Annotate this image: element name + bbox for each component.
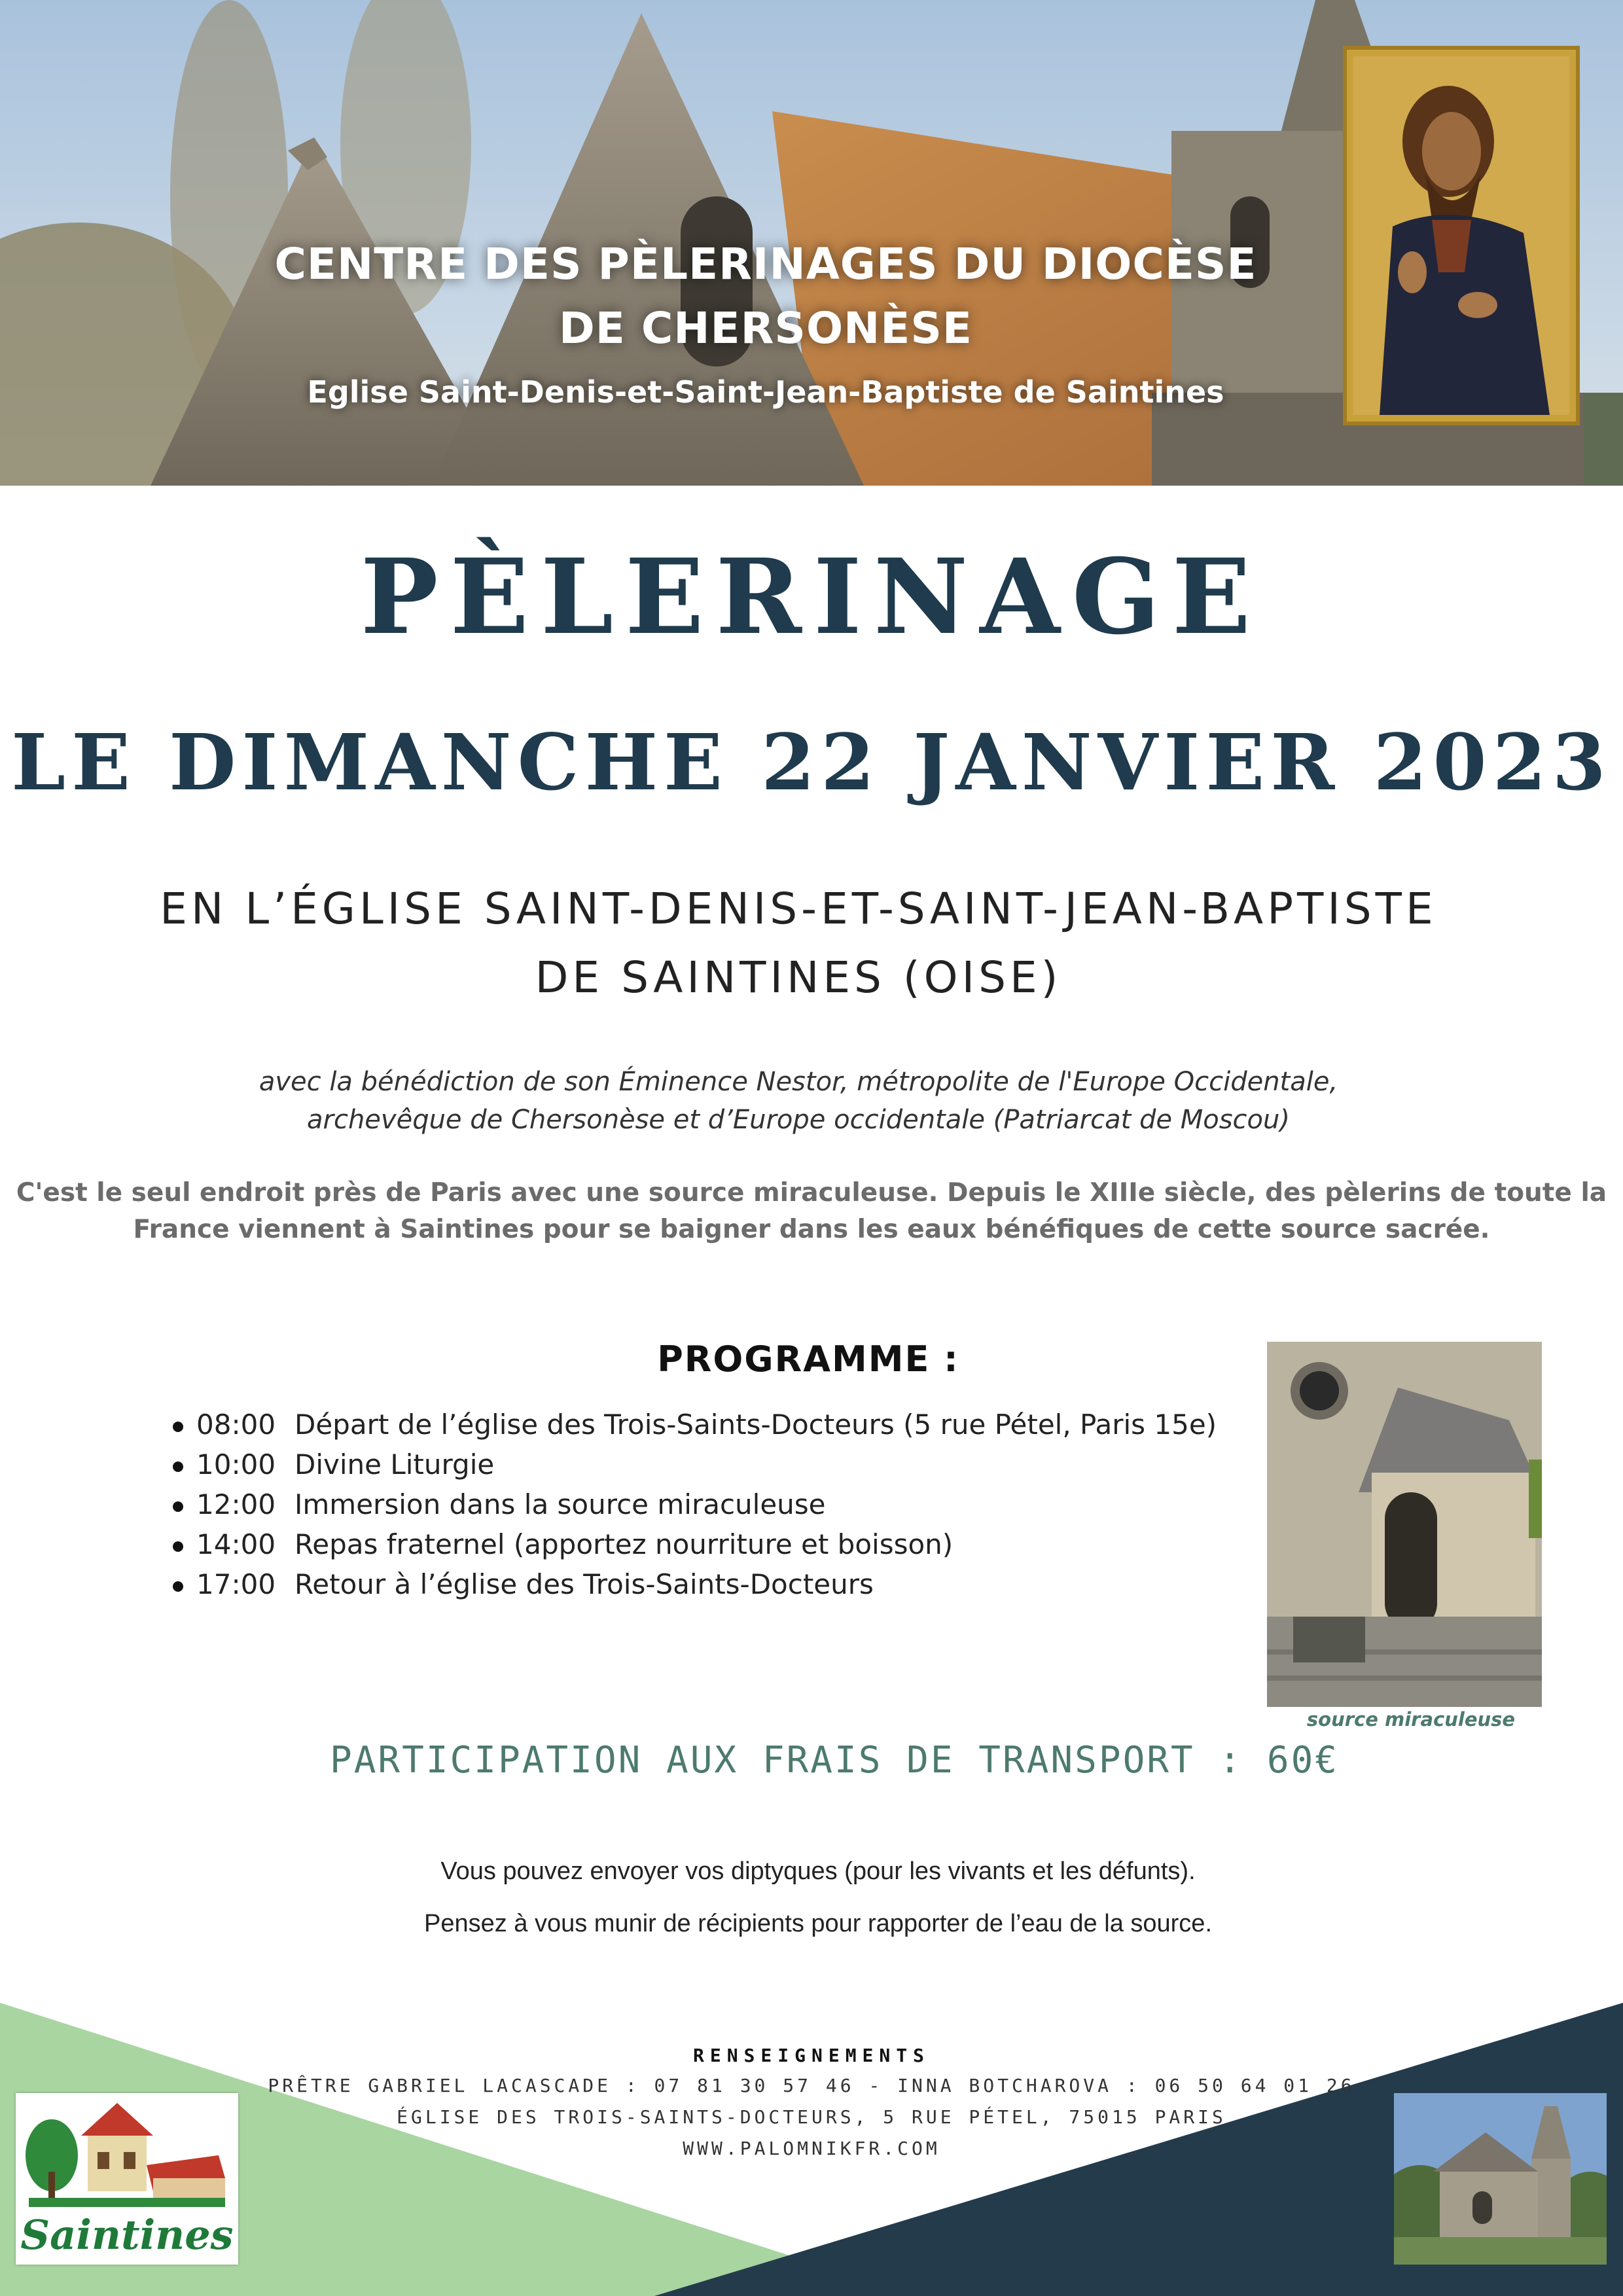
- main-title: PÈLERINAGE: [360, 537, 1263, 658]
- programme-label: Retour à l’église des Trois-Saints-Docteurs: [294, 1568, 874, 1600]
- footer-title: RENSEIGNEMENTS: [692, 2045, 930, 2066]
- programme-list: [196, 1408, 1217, 1608]
- note-containers: Pensez à vous munir de récipients pour rapporter de l’eau de la source.: [423, 1910, 1212, 1937]
- source-photo-image: [1267, 1342, 1542, 1707]
- footer-website-link[interactable]: WWW.PALOMNIKFR.COM: [683, 2138, 940, 2159]
- programme-label: Départ de l’église des Trois-Saints-Docteurs (5 rue Pétel, Paris 15e): [294, 1408, 1217, 1441]
- location-line1: EN L’ÉGLISE SAINT-DENIS-ET-SAINT-JEAN-BAPTISTE: [160, 884, 1437, 934]
- saintines-logo-image: [16, 2093, 238, 2211]
- logo-text: Saintines: [20, 2211, 234, 2259]
- programme-label: Repas fraternel (apportez nourriture et boisson): [294, 1528, 954, 1560]
- programme-title: PROGRAMME :: [657, 1338, 959, 1380]
- church-photo: [1394, 2093, 1607, 2265]
- note-diptychs: Vous pouvez envoyer vos diptyques (pour les vivants et les défunts).: [440, 1857, 1196, 1885]
- programme-time: 12:00: [196, 1488, 276, 1520]
- programme-time: 08:00: [196, 1408, 276, 1441]
- saint-icon-image: [1353, 56, 1569, 415]
- programme-item: [196, 1568, 1217, 1608]
- footer-address: ÉGLISE DES TROIS-SAINTS-DOCTEURS, 5 RUE PÉTEL, 75015 PARIS: [397, 2106, 1226, 2128]
- bullet-icon: [173, 1422, 183, 1432]
- programme-time: 17:00: [196, 1568, 276, 1600]
- header-subtitle: Eglise Saint-Denis-et-Saint-Jean-Baptiste de Saintines: [307, 374, 1224, 410]
- description-line1: C'est le seul endroit près de Paris avec une source miraculeuse. Depuis le XIIIe siècle, des pèlerins de toute la: [16, 1178, 1607, 1208]
- footer-contacts: PRÊTRE GABRIEL LACASCADE : 07 81 30 57 46 - INNA BOTCHAROVA : 06 50 64 01 26: [268, 2075, 1355, 2096]
- source-photo: [1267, 1342, 1542, 1707]
- church-photo-image: [1394, 2093, 1607, 2265]
- programme-time: 14:00: [196, 1528, 276, 1560]
- programme-label: Divine Liturgie: [294, 1448, 495, 1480]
- blessing-line2: archevêque de Chersonèse et d’Europe occidentale (Patriarcat de Moscou): [307, 1105, 1290, 1135]
- description-line2: France viennent à Saintines pour se baigner dans les eaux bénéfiques de cette source sacrée.: [133, 1215, 1490, 1244]
- programme-item: [196, 1408, 1217, 1448]
- bullet-icon: [173, 1541, 183, 1552]
- programme-label: Immersion dans la source miraculeuse: [294, 1488, 826, 1520]
- bullet-icon: [173, 1581, 183, 1592]
- source-photo-caption: source miraculeuse: [1306, 1708, 1516, 1731]
- header-title-line2: DE CHERSONÈSE: [558, 303, 972, 353]
- blessing-line1: avec la bénédiction de son Éminence Nestor, métropolite de l'Europe Occidentale,: [259, 1067, 1338, 1097]
- bullet-icon: [173, 1462, 183, 1472]
- saintines-logo: [16, 2093, 238, 2265]
- programme-item: [196, 1528, 1217, 1568]
- saint-icon-painting: [1343, 46, 1580, 425]
- programme-item: [196, 1488, 1217, 1528]
- event-date: LE DIMANCHE 22 JANVIER 2023: [11, 717, 1612, 808]
- header-banner: [0, 0, 1623, 486]
- transport-participation: PARTICIPATION AUX FRAIS DE TRANSPORT : 60€: [329, 1739, 1340, 1782]
- bullet-icon: [173, 1501, 183, 1512]
- location-line2: DE SAINTINES (OISE): [535, 952, 1062, 1003]
- header-title-line1: CENTRE DES PÈLERINAGES DU DIOCÈSE: [274, 239, 1257, 289]
- programme-time: 10:00: [196, 1448, 276, 1480]
- programme-item: [196, 1448, 1217, 1488]
